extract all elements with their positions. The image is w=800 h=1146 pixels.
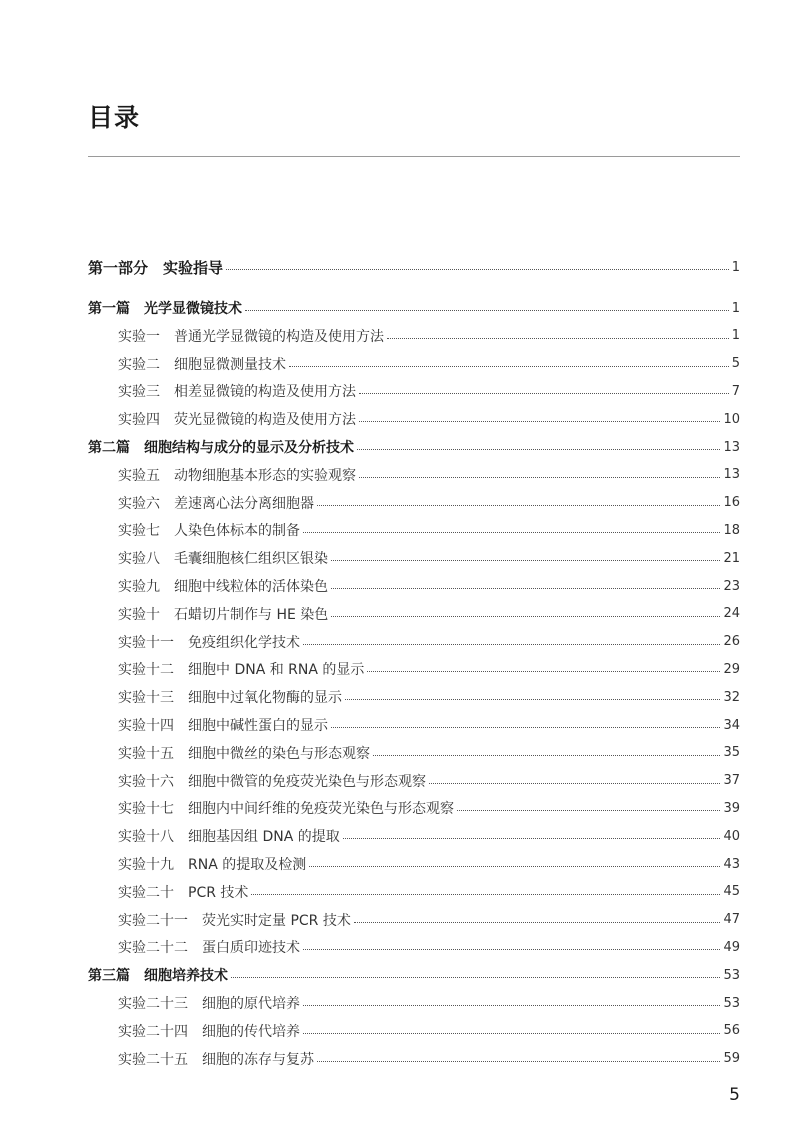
toc-entry-label: 实验十四 细胞中碱性蛋白的显示 [118, 718, 328, 734]
toc-leader-dots [359, 420, 720, 422]
toc-entry-label: 实验二十四 细胞的传代培养 [118, 1023, 300, 1040]
toc-leader-dots [343, 837, 721, 839]
toc-entry-label: 实验十九 RNA 的提取及检测 [118, 857, 307, 873]
toc-leader-dots [359, 476, 720, 478]
toc-entry-page: 18 [723, 522, 740, 538]
toc-entry[interactable] [118, 769, 740, 793]
toc-entry[interactable] [118, 741, 740, 765]
toc-leader-dots [387, 337, 729, 339]
toc-entry[interactable] [118, 352, 740, 376]
toc-entry[interactable] [118, 657, 740, 681]
toc-leader-dots [457, 809, 720, 811]
page-title: 目录 [88, 103, 141, 132]
toc-entry-page: 24 [723, 606, 740, 622]
toc-entry-page: 1 [731, 300, 740, 316]
toc-leader-dots [303, 1032, 720, 1034]
toc-entry-page: 34 [723, 717, 740, 733]
toc-entry-label: 实验十六 细胞中微管的免疫荧光染色与形态观察 [118, 773, 426, 790]
toc-entry[interactable] [118, 379, 740, 403]
toc-entry-label: 实验九 细胞中线粒体的活体染色 [118, 579, 328, 595]
toc-leader-dots [331, 587, 720, 589]
toc-leader-dots [357, 448, 720, 450]
page-number: 5 [729, 1085, 740, 1105]
toc-entry-page: 37 [723, 773, 740, 789]
toc-entry-label: 实验二 细胞显微测量技术 [118, 356, 286, 373]
toc-entry[interactable] [118, 324, 740, 348]
toc-entry-page: 1 [731, 328, 740, 344]
toc-leader-dots [345, 698, 720, 700]
toc-leader-dots [331, 726, 720, 728]
toc-entry-label: 实验二十一 荧光实时定量 PCR 技术 [118, 912, 351, 929]
toc-leader-dots [303, 948, 720, 950]
toc-entry-label: 实验六 差速离心法分离细胞器 [118, 495, 314, 512]
toc-entry[interactable] [118, 574, 740, 598]
toc-entry-page: 39 [723, 800, 740, 816]
toc-entry-label: 实验十二 细胞中 DNA 和 RNA 的显示 [118, 662, 365, 679]
toc-entry-label: 第一篇 光学显微镜技术 [88, 301, 242, 317]
toc-entry[interactable] [118, 935, 740, 959]
toc-entry[interactable] [118, 518, 740, 542]
toc-entry-label: 实验二十三 细胞的原代培养 [118, 996, 300, 1012]
toc-leader-dots [226, 268, 729, 270]
toc-leader-dots [354, 921, 721, 923]
toc-entry[interactable] [118, 880, 740, 904]
toc-entry-label: 实验五 动物细胞基本形态的实验观察 [118, 467, 356, 484]
toc-entry-page: 49 [723, 939, 740, 955]
toc-leader-dots [303, 1004, 720, 1006]
toc-entry-page: 43 [723, 856, 740, 872]
toc-entry-page: 29 [723, 661, 740, 677]
toc-entry-page: 59 [723, 1051, 740, 1067]
toc-entry[interactable] [118, 991, 740, 1015]
toc-entry-page: 23 [723, 578, 740, 594]
toc-entry-page: 21 [723, 550, 740, 566]
toc-entry-label: 实验八 毛囊细胞核仁组织区银染 [118, 551, 328, 568]
toc-leader-dots [331, 559, 720, 561]
toc-entry-label: 实验二十二 蛋白质印迹技术 [118, 940, 300, 957]
toc-entry-page: 53 [723, 967, 740, 983]
toc-entry[interactable] [118, 463, 740, 487]
toc-leader-dots [373, 754, 720, 756]
toc-entry-label: 实验一 普通光学显微镜的构造及使用方法 [118, 328, 384, 345]
toc-entry-label: 实验四 荧光显微镜的构造及使用方法 [118, 412, 356, 429]
toc-entry-label: 实验十七 细胞内中间纤维的免疫荧光染色与形态观察 [118, 801, 454, 818]
toc-entry[interactable] [118, 602, 740, 626]
toc-entry-label: 实验十 石蜡切片制作与 HE 染色 [118, 606, 329, 623]
toc-entry[interactable] [118, 1047, 740, 1071]
toc-leader-dots [245, 309, 729, 311]
toc-entry[interactable] [118, 713, 740, 737]
toc-entry[interactable] [118, 630, 740, 654]
toc-entry-label: 实验二十五 细胞的冻存与复苏 [118, 1051, 314, 1068]
toc-part[interactable] [88, 255, 740, 279]
toc-entry[interactable] [118, 796, 740, 820]
toc-entry[interactable] [118, 546, 740, 570]
toc-entry[interactable] [118, 685, 740, 709]
toc-leader-dots [309, 865, 720, 867]
toc-entry[interactable] [118, 852, 740, 876]
toc-entry-label: 第一部分 实验指导 [88, 258, 224, 277]
toc-entry-label: 实验十五 细胞中微丝的染色与形态观察 [118, 745, 370, 762]
toc-entry-label: 第三篇 细胞培养技术 [88, 968, 228, 985]
toc-entry-page: 13 [723, 467, 740, 483]
toc-entry-page: 53 [723, 995, 740, 1011]
toc-entry-page: 47 [723, 912, 740, 928]
toc-leader-dots [317, 504, 720, 506]
toc-entry-label: 实验二十 PCR 技术 [118, 884, 249, 901]
toc-leader-dots [289, 365, 729, 367]
toc-leader-dots [317, 1060, 720, 1062]
toc-entry-page: 40 [723, 828, 740, 844]
toc-chapter[interactable] [88, 296, 740, 320]
toc-entry-page: 56 [723, 1023, 740, 1039]
toc-chapter[interactable] [88, 435, 740, 459]
toc-entry[interactable] [118, 824, 740, 848]
toc-entry-page: 45 [723, 884, 740, 900]
toc-entry-page: 16 [723, 495, 740, 511]
toc-leader-dots [251, 893, 720, 895]
toc-leader-dots [303, 531, 720, 533]
toc-leader-dots [429, 782, 720, 784]
toc-entry-label: 实验十三 细胞中过氧化物酶的显示 [118, 690, 342, 707]
toc-entry[interactable] [118, 908, 740, 932]
toc-entry-page: 32 [723, 689, 740, 705]
toc-entry-label: 实验十一 免疫组织化学技术 [118, 634, 300, 651]
toc-entry-page: 26 [723, 634, 740, 650]
toc-entry-label: 第二篇 细胞结构与成分的显示及分析技术 [88, 440, 354, 456]
toc-entry-label: 实验七 人染色体标本的制备 [118, 523, 300, 540]
toc-entry-page: 10 [723, 411, 740, 427]
toc-entry-page: 13 [723, 439, 740, 455]
toc-leader-dots [331, 615, 720, 617]
toc-entry-label: 实验十八 细胞基因组 DNA 的提取 [118, 829, 340, 846]
toc-chapter[interactable] [88, 963, 740, 987]
toc-leader-dots [303, 643, 720, 645]
toc-entry-page: 1 [731, 259, 740, 275]
toc-entry-page: 35 [723, 745, 740, 761]
toc-entry[interactable] [118, 491, 740, 515]
toc-entry[interactable] [118, 1019, 740, 1043]
toc-leader-dots [231, 976, 720, 978]
toc-leader-dots [367, 670, 720, 672]
toc-entry-label: 实验三 相差显微镜的构造及使用方法 [118, 384, 356, 401]
toc-entry-page: 7 [731, 383, 740, 399]
toc-leader-dots [359, 392, 729, 394]
toc-entry-page: 5 [731, 356, 740, 372]
toc-entry[interactable] [118, 407, 740, 431]
